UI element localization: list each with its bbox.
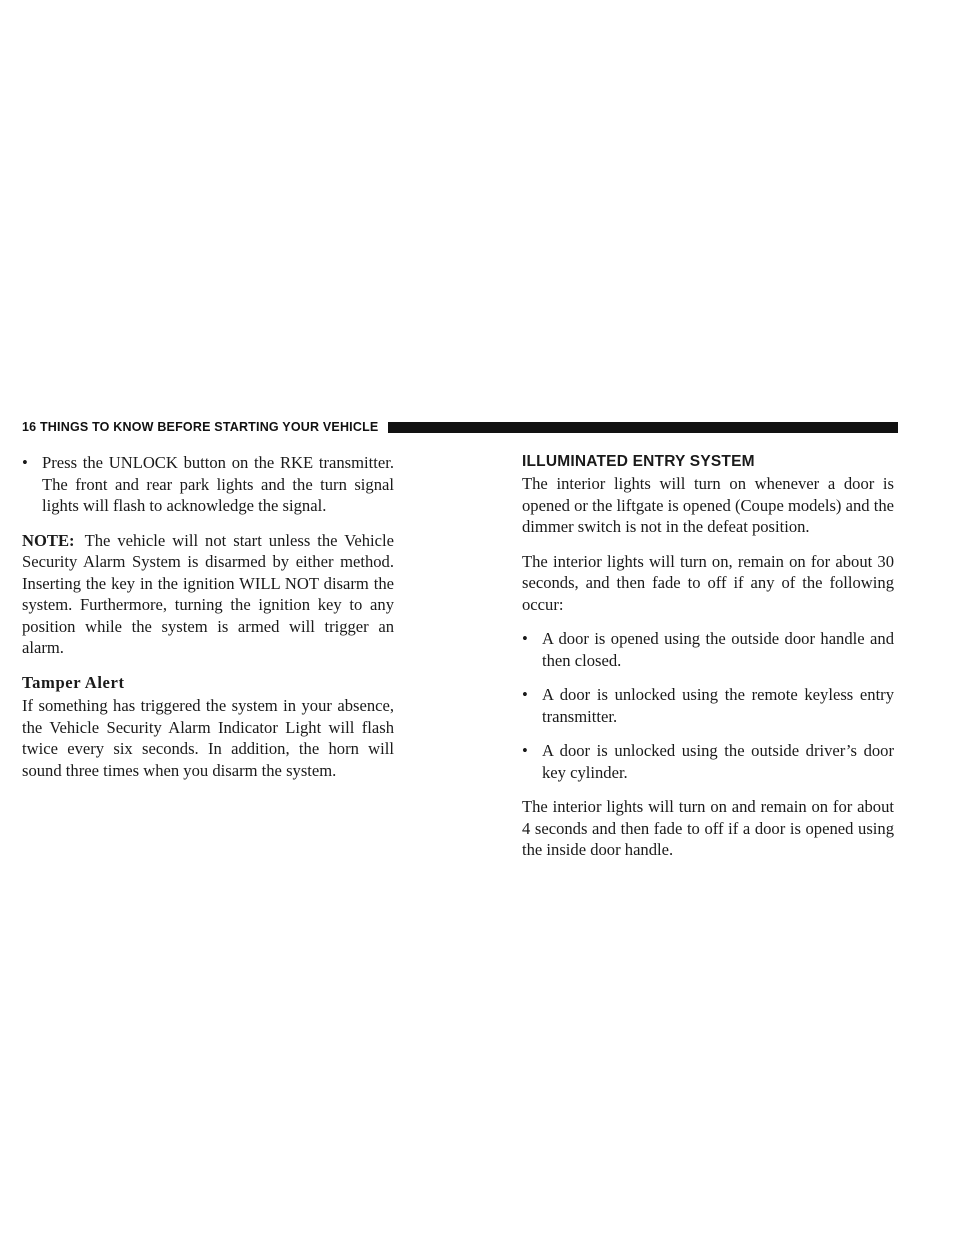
tamper-alert-text: If something has triggered the system in your absence, the Vehicle Security Alarm Indicator Light will flash twice every six seconds. In addition, the horn will sound three times when you disarm the system. [22, 696, 394, 780]
note-label: NOTE: [22, 530, 75, 550]
right-column [522, 452, 894, 861]
bullet-icon: • [22, 453, 28, 472]
header-rule-bar [388, 422, 898, 433]
note-text: The vehicle will not start unless the Vehicle Security Alarm System is disarmed by either method. Inserting the key in the ignition WILL NOT disarm the system. Furthermore, turning the ignition key to any position while the system is armed will trigger an alarm. [22, 530, 394, 657]
bullet-unlock-button [22, 452, 394, 517]
illuminated-entry-para-1: The interior lights will turn on whenever a door is opened or the liftgate is opened (Coupe models) and the dimmer switch is not in the defeat position. [522, 474, 894, 536]
bullet-outside-handle [522, 628, 894, 671]
left-column [22, 452, 394, 781]
page-number-and-chapter-title: 16 THINGS TO KNOW BEFORE STARTING YOUR VEHICLE [22, 420, 379, 434]
bullet-text: Press the UNLOCK button on the RKE transmitter. The front and rear park lights and the turn signal lights will flash to acknowledge the signal. [42, 453, 394, 515]
bullet-icon: • [522, 741, 528, 760]
bullet-door-key-cylinder [522, 740, 894, 783]
bullet-remote-keyless [522, 684, 894, 727]
bullet-text: A door is opened using the outside door handle and then closed. [542, 629, 894, 670]
page-header [22, 419, 898, 435]
bullet-text: A door is unlocked using the outside driver’s door key cylinder. [542, 741, 894, 782]
bullet-text: A door is unlocked using the remote keyless entry transmitter. [542, 685, 894, 726]
bullet-icon: • [522, 685, 528, 704]
note-paragraph [22, 530, 394, 659]
illuminated-entry-title: ILLUMINATED ENTRY SYSTEM [522, 453, 755, 470]
bullet-icon: • [522, 629, 528, 648]
illuminated-entry-para-2: The interior lights will turn on, remain on for about 30 seconds, and then fade to off if any of the following occur: [522, 551, 894, 614]
illuminated-entry-para-3: The interior lights will turn on and remain on for about 4 seconds and then fade to off if a door is opened using the inside door handle. [522, 797, 894, 859]
tamper-alert-heading: Tamper Alert [22, 672, 125, 692]
